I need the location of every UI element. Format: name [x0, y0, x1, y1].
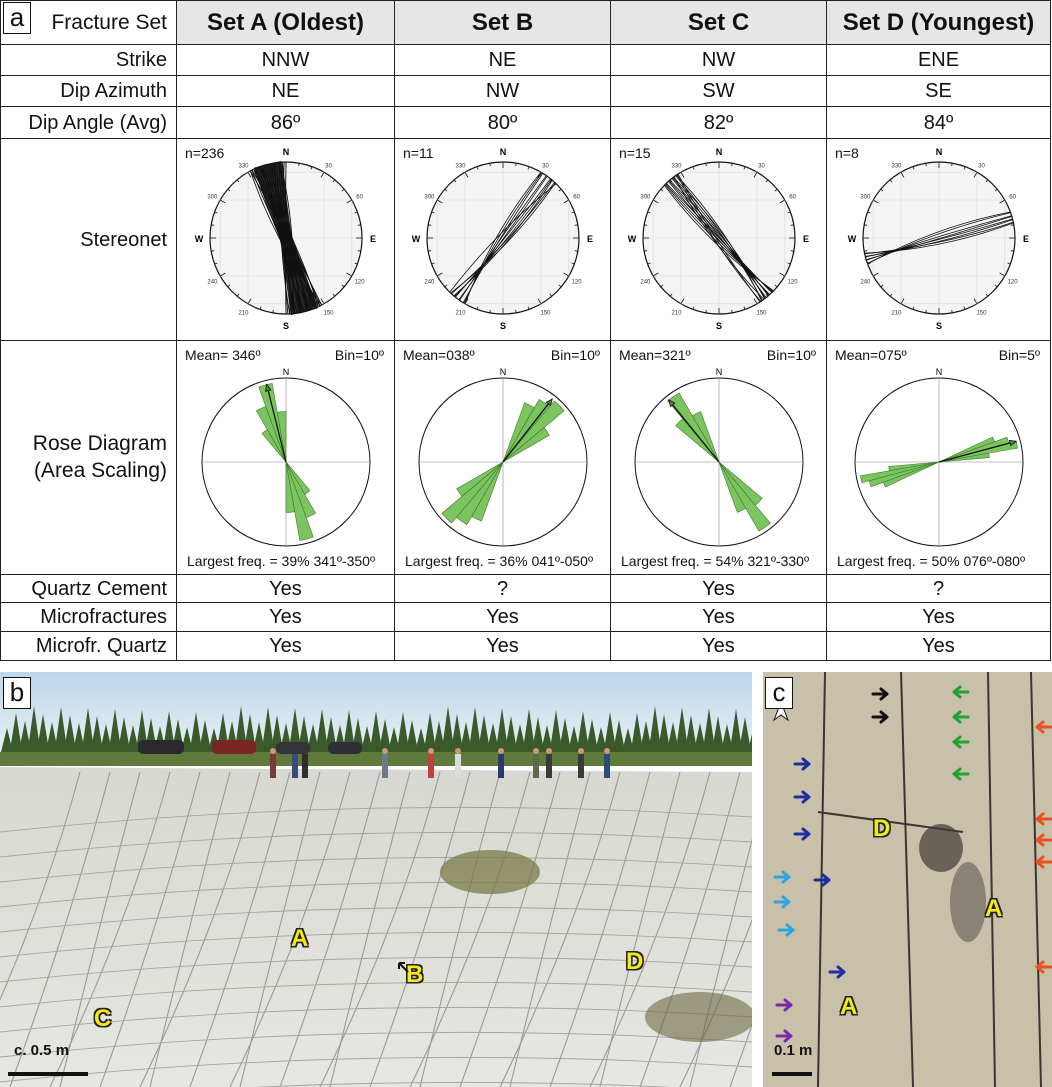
dark-spot [950, 862, 986, 942]
azimuth-label: 120 [787, 279, 798, 285]
grass-strip [0, 752, 752, 766]
person-head [498, 748, 504, 754]
azimuth-label: 60 [1008, 194, 1016, 200]
person [428, 754, 434, 778]
tick-mark [864, 250, 867, 251]
person-head [382, 748, 388, 754]
cell: ENE [827, 45, 1051, 76]
rose-cell [177, 341, 395, 575]
rose-north-label: N [499, 366, 506, 377]
tick-mark [211, 250, 214, 251]
dark-spot [919, 824, 963, 872]
photo-c-label-a: A [985, 895, 1003, 922]
stereonet-cell [177, 139, 395, 341]
rose-bin: Bin=10º [766, 346, 816, 363]
azimuth-label: 330 [237, 162, 249, 169]
rose-label-line1: Rose Diagram [32, 432, 167, 456]
scale-bar-c [772, 1042, 872, 1084]
dip-angle-row [1, 107, 1051, 139]
microfractures-label: Microfractures [1, 603, 177, 632]
tick-mark [515, 163, 516, 166]
photo-b-label-d: D [626, 948, 644, 975]
dip-azimuth-label: Dip Azimuth [1, 76, 177, 107]
corner-label: Fracture Set [1, 1, 177, 45]
outcrop-illustration [0, 672, 752, 1087]
cell: Yes [177, 575, 395, 603]
tick-mark [298, 163, 299, 166]
cell: Yes [177, 632, 395, 661]
stereonet-cell [395, 139, 611, 341]
stereonet-count: n=236 [185, 144, 225, 161]
cell: ? [395, 575, 611, 603]
cell: NNW [177, 45, 395, 76]
azimuth-label: 210 [237, 310, 249, 317]
scale-label-c: 0.1 m [774, 1042, 813, 1059]
closeup-photo [763, 672, 1052, 1087]
compass-label: W [411, 233, 420, 244]
quartz-cement-label: Quartz Cement [1, 575, 177, 603]
person [382, 754, 388, 778]
compass-label: S [499, 320, 506, 331]
azimuth-label: 150 [755, 310, 767, 317]
person-head [578, 748, 584, 754]
rose-largest: Largest freq. = 50% 076º-080º [837, 552, 1026, 569]
person [498, 754, 504, 778]
tick-mark [1010, 250, 1013, 251]
rose-north-label: N [935, 366, 942, 377]
panel-label-c: c [765, 677, 793, 709]
stereonet-plot [396, 140, 610, 340]
person [546, 754, 552, 778]
azimuth-label: 300 [206, 194, 217, 200]
azimuth-label: 240 [859, 279, 870, 285]
compass-label: E [1022, 233, 1029, 244]
photo-b-label-c: C [94, 1005, 112, 1032]
azimuth-label: 330 [890, 162, 902, 169]
compass-label: W [194, 233, 203, 244]
dip-angle-label: Dip Angle (Avg) [1, 107, 177, 139]
scale-label-b: c. 0.5 m [14, 1042, 70, 1059]
stereonet-cell [611, 139, 827, 341]
stereonet-plot [828, 140, 1050, 340]
outcrop-photo [0, 672, 752, 1087]
tick-mark [790, 250, 793, 251]
azimuth-label: 330 [670, 162, 682, 169]
rose-mean: Mean= 346º [185, 346, 261, 363]
person-head [455, 748, 461, 754]
panel-label-b: b [3, 677, 31, 709]
stereonet-row [1, 139, 1051, 341]
person-head [546, 748, 552, 754]
dip-azimuth-row [1, 76, 1051, 107]
cell: Yes [611, 575, 827, 603]
stereonet-count: n=15 [619, 144, 651, 161]
tick-mark [428, 250, 431, 251]
rose-mean: Mean=321º [619, 346, 691, 363]
rose-diagram [612, 342, 826, 574]
azimuth-label: 150 [322, 310, 334, 317]
azimuth-label: 240 [639, 279, 650, 285]
rose-label-line2: (Area Scaling) [33, 458, 167, 482]
azimuth-label: 240 [206, 279, 217, 285]
tick-mark [272, 309, 273, 312]
person-head [604, 748, 610, 754]
stereonet-count: n=8 [835, 144, 859, 161]
cell: Yes [827, 603, 1051, 632]
tick-mark [515, 309, 516, 312]
rose-largest: Largest freq. = 54% 321º-330º [621, 552, 810, 569]
photo-c-label-a: A [840, 993, 858, 1020]
stereonet-label: Stereonet [1, 139, 177, 341]
tick-mark [574, 250, 577, 251]
person [270, 754, 276, 778]
microfr-quartz-label: Microfr. Quartz [1, 632, 177, 661]
cell: SW [611, 76, 827, 107]
microfr-quartz-row [1, 632, 1051, 661]
compass-label: S [715, 320, 722, 331]
quartz-cement-row [1, 575, 1051, 603]
set-b-header: Set B [395, 1, 611, 45]
vegetation-patch [645, 992, 752, 1042]
rose-cell [611, 341, 827, 575]
car [138, 740, 184, 754]
compass-label: N [282, 146, 289, 157]
cell: Yes [177, 603, 395, 632]
photo-c-label-d: D [873, 815, 891, 842]
car [276, 742, 310, 754]
person [578, 754, 584, 778]
tick-mark [951, 309, 952, 312]
cell: SE [827, 76, 1051, 107]
azimuth-label: 300 [423, 194, 434, 200]
compass-label: S [935, 320, 942, 331]
stereonet-cell [827, 139, 1051, 341]
tick-mark [790, 224, 793, 225]
rose-largest: Largest freq. = 36% 041º-050º [405, 552, 594, 569]
compass-label: N [499, 146, 506, 157]
tick-mark [211, 224, 214, 225]
set-c-header: Set C [611, 1, 827, 45]
compass-label: N [935, 146, 942, 157]
person [604, 754, 610, 778]
rose-bin: Bin=10º [550, 346, 600, 363]
person-head [428, 748, 434, 754]
azimuth-label: 60 [788, 194, 796, 200]
tick-mark [357, 224, 360, 225]
tick-mark [428, 224, 431, 225]
header-row [1, 1, 1051, 45]
azimuth-label: 300 [859, 194, 870, 200]
cell: Yes [395, 603, 611, 632]
person [533, 754, 539, 778]
photo-b-label-a: A [291, 925, 309, 952]
strike-label: Strike [1, 45, 177, 76]
rose-row [1, 341, 1051, 575]
azimuth-label: 30 [324, 162, 332, 169]
azimuth-label: 210 [454, 310, 466, 317]
rose-north-label: N [715, 366, 722, 377]
cell: Yes [611, 603, 827, 632]
azimuth-label: 300 [639, 194, 650, 200]
rose-diagram [828, 342, 1050, 574]
tick-mark [705, 309, 706, 312]
tick-mark [731, 309, 732, 312]
rose-north-label: N [282, 366, 289, 377]
cell: Yes [827, 632, 1051, 661]
rose-diagram [178, 342, 394, 574]
tick-mark [574, 224, 577, 225]
cell: 82º [611, 107, 827, 139]
scale-line-b [8, 1072, 88, 1076]
tick-mark [357, 250, 360, 251]
azimuth-label: 120 [571, 279, 582, 285]
tick-mark [705, 163, 706, 166]
compass-label: E [369, 233, 376, 244]
photo-b-label-b: B [406, 961, 424, 988]
azimuth-label: 210 [890, 310, 902, 317]
scale-line-c [772, 1072, 812, 1076]
tick-mark [864, 224, 867, 225]
compass-label: W [627, 233, 636, 244]
rose-diagram [396, 342, 610, 574]
azimuth-label: 30 [541, 162, 549, 169]
tick-mark [925, 163, 926, 166]
azimuth-label: 210 [670, 310, 682, 317]
cell: NW [395, 76, 611, 107]
compass-label: N [715, 146, 722, 157]
cell: NE [395, 45, 611, 76]
azimuth-label: 30 [757, 162, 765, 169]
person-head [533, 748, 539, 754]
car [328, 742, 362, 754]
set-a-header: Set A (Oldest) [177, 1, 395, 45]
tick-mark [731, 163, 732, 166]
tick-mark [489, 309, 490, 312]
person [292, 754, 298, 778]
person [455, 754, 461, 778]
tick-mark [644, 224, 647, 225]
stereonet-plot [178, 140, 394, 340]
azimuth-label: 30 [977, 162, 985, 169]
car [212, 740, 256, 754]
tick-mark [925, 309, 926, 312]
compass-label: E [802, 233, 809, 244]
rose-cell [395, 341, 611, 575]
compass-label: E [586, 233, 593, 244]
azimuth-label: 150 [539, 310, 551, 317]
azimuth-label: 60 [355, 194, 363, 200]
azimuth-label: 330 [454, 162, 466, 169]
rose-bin: Bin=5º [998, 346, 1040, 363]
tick-mark [951, 163, 952, 166]
azimuth-label: 150 [975, 310, 987, 317]
cell: NW [611, 45, 827, 76]
scale-bar-b [8, 1042, 248, 1084]
strike-row [1, 45, 1051, 76]
cell: 86º [177, 107, 395, 139]
cell: Yes [395, 632, 611, 661]
stereonet-plot [612, 140, 826, 340]
tick-mark [1010, 224, 1013, 225]
cell: ? [827, 575, 1051, 603]
azimuth-label: 240 [423, 279, 434, 285]
cell: NE [177, 76, 395, 107]
tick-mark [644, 250, 647, 251]
closeup-illustration [763, 672, 1052, 1087]
azimuth-label: 120 [354, 279, 365, 285]
rose-label [1, 341, 177, 575]
set-d-header: Set D (Youngest) [827, 1, 1051, 45]
arrow-b-icon [396, 960, 410, 974]
vegetation-patch [440, 850, 540, 894]
stereonet-count: n=11 [403, 144, 434, 161]
person-head [270, 748, 276, 754]
panel-label-a: a [3, 2, 31, 34]
compass-label: S [282, 320, 289, 331]
cell: Yes [611, 632, 827, 661]
compass-label: W [847, 233, 856, 244]
rose-mean: Mean=075º [835, 346, 907, 363]
cell: 84º [827, 107, 1051, 139]
rose-mean: Mean=038º [403, 346, 475, 363]
cell: 80º [395, 107, 611, 139]
tick-mark [489, 163, 490, 166]
azimuth-label: 120 [1007, 279, 1018, 285]
rose-bin: Bin=10º [334, 346, 384, 363]
microfractures-row [1, 603, 1051, 632]
rose-cell [827, 341, 1051, 575]
rose-largest: Largest freq. = 39% 341º-350º [187, 552, 376, 569]
person [302, 754, 308, 778]
azimuth-label: 60 [572, 194, 580, 200]
